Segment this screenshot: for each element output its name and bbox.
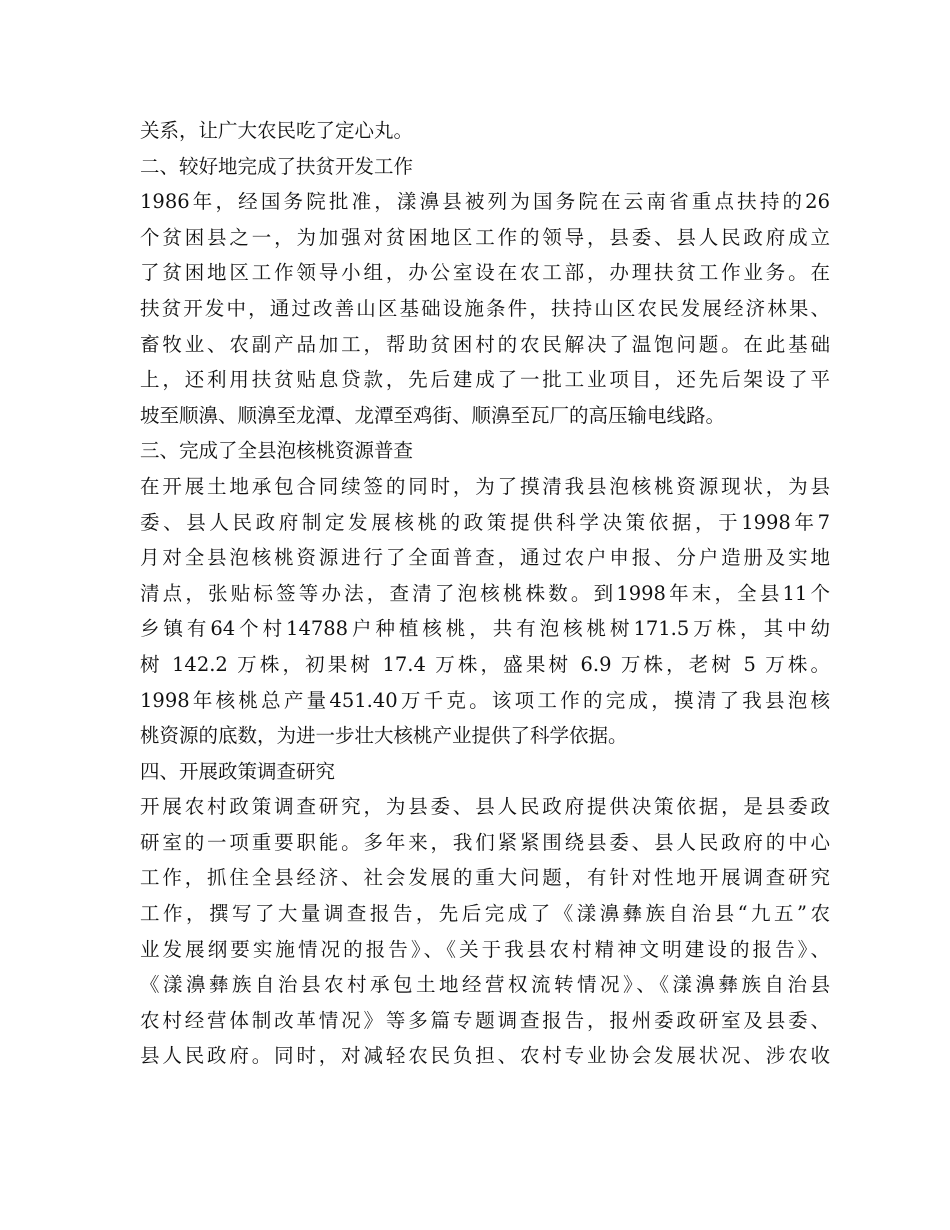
text-line: 开展农村政策调查研究，为县委、县人民政府提供决策依据，是县委政 — [140, 795, 830, 819]
text-line: 上，还利用扶贫贴息贷款，先后建成了一批工业项目，还先后架设了平 — [140, 368, 830, 392]
text-line: 委、县人民政府制定发展核桃的政策提供科学决策依据，于1998年7 — [140, 510, 830, 534]
text-line: 《漾濞彝族自治县农村承包土地经营权流转情况》、《漾濞彝族自治县 — [140, 973, 830, 997]
text-line: 树 142.2 万株，初果树 17.4 万株，盛果树 6.9 万株，老树 5 万株。 — [140, 652, 830, 676]
text-line: 农村经营体制改革情况》等多篇专题调查报告，报州委政研室及县委、 — [140, 1008, 830, 1032]
text-line: 个贫困县之一，为加强对贫困地区工作的领导，县委、县人民政府成立 — [140, 225, 830, 249]
text-line: 1998年核桃总产量451.40万千克。该项工作的完成，摸清了我县泡核 — [140, 688, 830, 712]
text-line: 县人民政府。同时，对减轻农民负担、农村专业协会发展状况、涉农收 — [140, 1044, 830, 1068]
text-line: 业发展纲要实施情况的报告》、《关于我县农村精神文明建设的报告》、 — [140, 937, 830, 961]
text-line: 工作，抓住全县经济、社会发展的重大问题，有针对性地开展调查研究 — [140, 866, 830, 890]
text-line: 工作，撰写了大量调查报告，先后完成了《漾濞彝族自治县“九五”农 — [140, 902, 830, 926]
text-line: 月对全县泡核桃资源进行了全面普查，通过农户申报、分户造册及实地 — [140, 546, 830, 570]
text-line: 桃资源的底数，为进一步壮大核桃产业提供了科学依据。 — [140, 724, 628, 748]
text-line: 研室的一项重要职能。多年来，我们紧紧围绕县委、县人民政府的中心 — [140, 830, 830, 854]
text-line: 扶贫开发中，通过改善山区基础设施条件，扶持山区农民发展经济林果、 — [140, 296, 830, 320]
body-text — [140, 113, 830, 1074]
text-line: 关系，让广大农民吃了定心丸。 — [140, 119, 414, 142]
text-line: 清点，张贴标签等办法，查清了泡核桃株数。到1998年末，全县11个 — [140, 581, 830, 605]
section-heading-3: 三、完成了全县泡核桃资源普查 — [140, 439, 414, 463]
text-line: 畜牧业、农副产品加工，帮助贫困村的农民解决了温饱问题。在此基础 — [140, 332, 830, 356]
text-line: 坡至顺濞、顺濞至龙潭、龙潭至鸡街、顺濞至瓦厂的高压输电线路。 — [140, 403, 726, 427]
text-line: 1986年，经国务院批准，漾濞县被列为国务院在云南省重点扶持的26 — [140, 190, 830, 214]
text-line: 乡镇有64个村14788户种植核桃，共有泡核桃树171.5万株，其中幼 — [140, 617, 830, 641]
text-line: 了贫困地区工作领导小组，办公室设在农工部，办理扶贫工作业务。在 — [140, 261, 830, 285]
section-heading-2: 二、较好地完成了扶贫开发工作 — [140, 154, 414, 178]
text-line: 在开展土地承包合同续签的同时，为了摸清我县泡核桃资源现状，为县 — [140, 474, 830, 498]
section-heading-4: 四、开展政策调查研究 — [140, 759, 336, 783]
